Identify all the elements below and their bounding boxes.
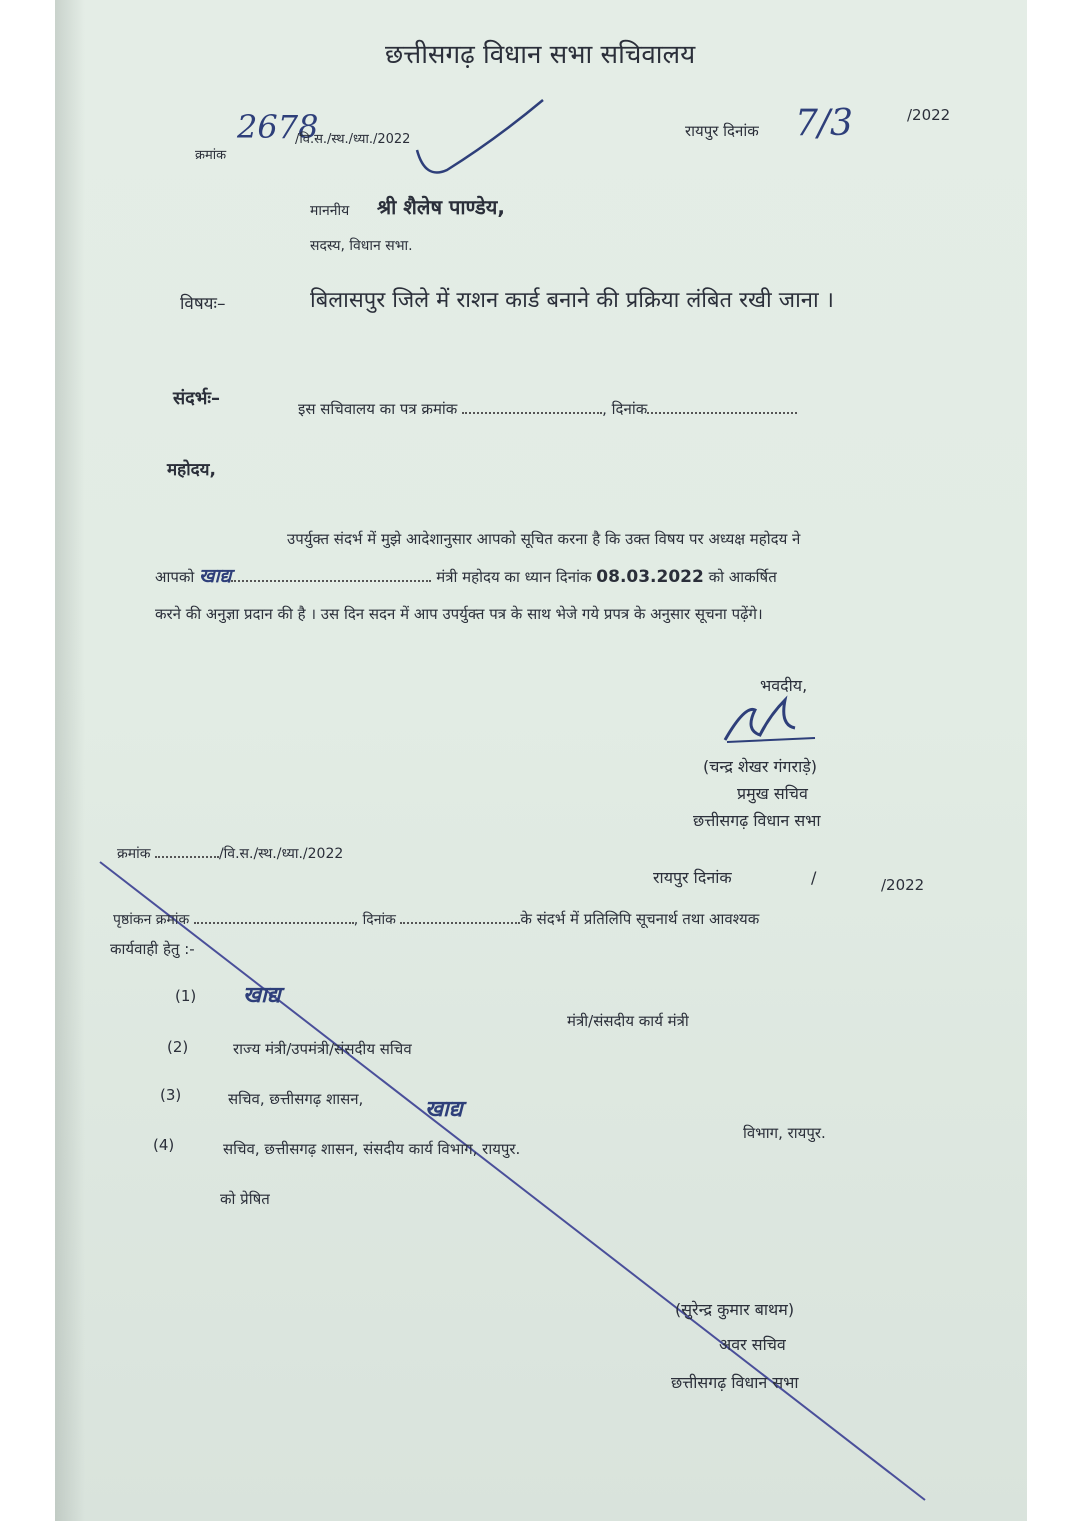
- copy-date-label: रायपुर दिनांक: [653, 868, 732, 887]
- addressee-name: श्री शैलेष पाण्डेय,: [377, 195, 505, 219]
- copy-item-3-tail: विभाग, रायपुर.: [743, 1124, 826, 1142]
- endorse-date-label: दिनांक: [362, 912, 396, 928]
- copy-date-year: /2022: [881, 876, 925, 894]
- reference-date-label: दिनांक: [611, 400, 648, 418]
- date-year: /2022: [907, 106, 951, 124]
- copy-item-4-number: (4): [153, 1136, 175, 1154]
- copy-item-4-text: सचिव, छत्तीसगढ़ शासन, संसदीय कार्य विभाग, रायपुर.: [223, 1140, 521, 1158]
- endorse-line: पृष्ठांकन क्रमांक , दिनांक के संदर्भ में प्रतिलिपि सूचनार्थ तथा आवश्यक: [113, 904, 759, 929]
- copy-item-1-text: मंत्री/संसदीय कार्य मंत्री: [567, 1012, 689, 1030]
- copy-item-3-number: (3): [160, 1086, 182, 1104]
- signatory-2-office: छत्तीसगढ़ विधान सभा: [671, 1373, 799, 1392]
- pen-strokes: [55, 0, 1027, 1521]
- addressee-designation: सदस्य, विधान सभा.: [310, 238, 413, 254]
- endorse-text: के संदर्भ में प्रतिलिपि सूचनार्थ तथा आवश्यक: [520, 910, 760, 928]
- copy-ref: [117, 838, 343, 863]
- closing: भवदीय,: [760, 676, 808, 695]
- copy-ref-suffix: /वि.स./स्थ./ध्या./2022: [218, 846, 344, 862]
- date-value: 7/3: [795, 103, 853, 144]
- ref-number: 2678: [237, 108, 319, 146]
- document-page: [55, 0, 1027, 1521]
- reference-number-blank: [462, 394, 602, 414]
- ref-label: क्रमांक: [195, 148, 227, 163]
- copy-item-2-text: राज्य मंत्री/उपमंत्री/संसदीय सचिव: [233, 1040, 412, 1058]
- signatory-name: (चन्द्र शेखर गंगराड़े): [703, 757, 818, 776]
- copy-item-3-text: सचिव, छत्तीसगढ़ शासन,: [228, 1090, 364, 1108]
- ref-suffix: /वि.स./स्थ./ध्या./2022: [295, 132, 411, 147]
- copy-ref-label: क्रमांक: [117, 846, 151, 862]
- signatory-office: छत्तीसगढ़ विधान सभा: [693, 811, 821, 830]
- copy-item-1-number: (1): [175, 987, 197, 1005]
- reference-label: संदर्भः–: [173, 388, 221, 409]
- endorse-label: पृष्ठांकन क्रमांक: [113, 912, 190, 928]
- body-line-2-a: आपको: [155, 568, 195, 586]
- reference-text-label: इस सचिवालय का पत्र क्रमांक: [298, 400, 458, 418]
- body-line-3: करने की अनुज्ञा प्रदान की है । उस दिन सदन में आप उपर्युक्त पत्र के साथ भेजे गये प्रपत्र के अनुसार सूचना पढ़ेंगे।: [155, 605, 763, 623]
- endorse-date-blank: [400, 904, 520, 924]
- signatory-2-name: (सुरेन्द्र कुमार बाथम): [675, 1300, 795, 1319]
- copy-item-1-handwritten: खाद्य: [243, 982, 281, 1008]
- copy-date-separator: /: [811, 868, 817, 887]
- reference-date-blank: [647, 394, 797, 414]
- copy-item-3-handwritten: खाद्य: [425, 1096, 463, 1122]
- reference-text: इस सचिवालय का पत्र क्रमांक , दिनांक: [298, 394, 797, 418]
- copy-ref-blank: [155, 838, 219, 858]
- forwarded-label: को प्रेषित: [220, 1190, 270, 1208]
- tick-mark: [417, 100, 543, 173]
- body-line-2-blank: [231, 562, 431, 582]
- greeting: महोदय,: [167, 460, 216, 480]
- subject-text: बिलासपुर जिले में राशन कार्ड बनाने की प्रक्रिया लंबित रखी जाना ।: [310, 288, 835, 313]
- signature-scribble: [725, 700, 815, 742]
- body-line-2-c: को आकर्षित: [708, 568, 777, 586]
- endorse-number-blank: [194, 904, 354, 924]
- signatory-2-designation: अवर सचिव: [719, 1335, 786, 1354]
- signatory-designation: प्रमुख सचिव: [737, 784, 808, 803]
- page-title: छत्तीसगढ़ विधान सभा सचिवालय: [385, 40, 696, 70]
- subject-label: विषयः–: [180, 294, 226, 314]
- action-label: कार्यवाही हेतु :-: [110, 940, 195, 958]
- copy-item-2-number: (2): [167, 1038, 189, 1056]
- body-line-2-b: मंत्री महोदय का ध्यान दिनांक: [436, 568, 592, 586]
- body-line-2: [155, 562, 777, 588]
- body-line-2-handwritten: खाद्य: [199, 565, 232, 587]
- addressee-salutation: माननीय: [310, 203, 350, 219]
- body-line-1: उपर्युक्त संदर्भ में मुझे आदेशानुसार आपको सूचित करना है कि उक्त विषय पर अध्यक्ष महोदय ने: [287, 530, 801, 548]
- date-label: रायपुर दिनांक: [685, 122, 759, 140]
- cross-out-line: [100, 862, 925, 1500]
- body-line-2-date: 08.03.2022: [596, 567, 704, 587]
